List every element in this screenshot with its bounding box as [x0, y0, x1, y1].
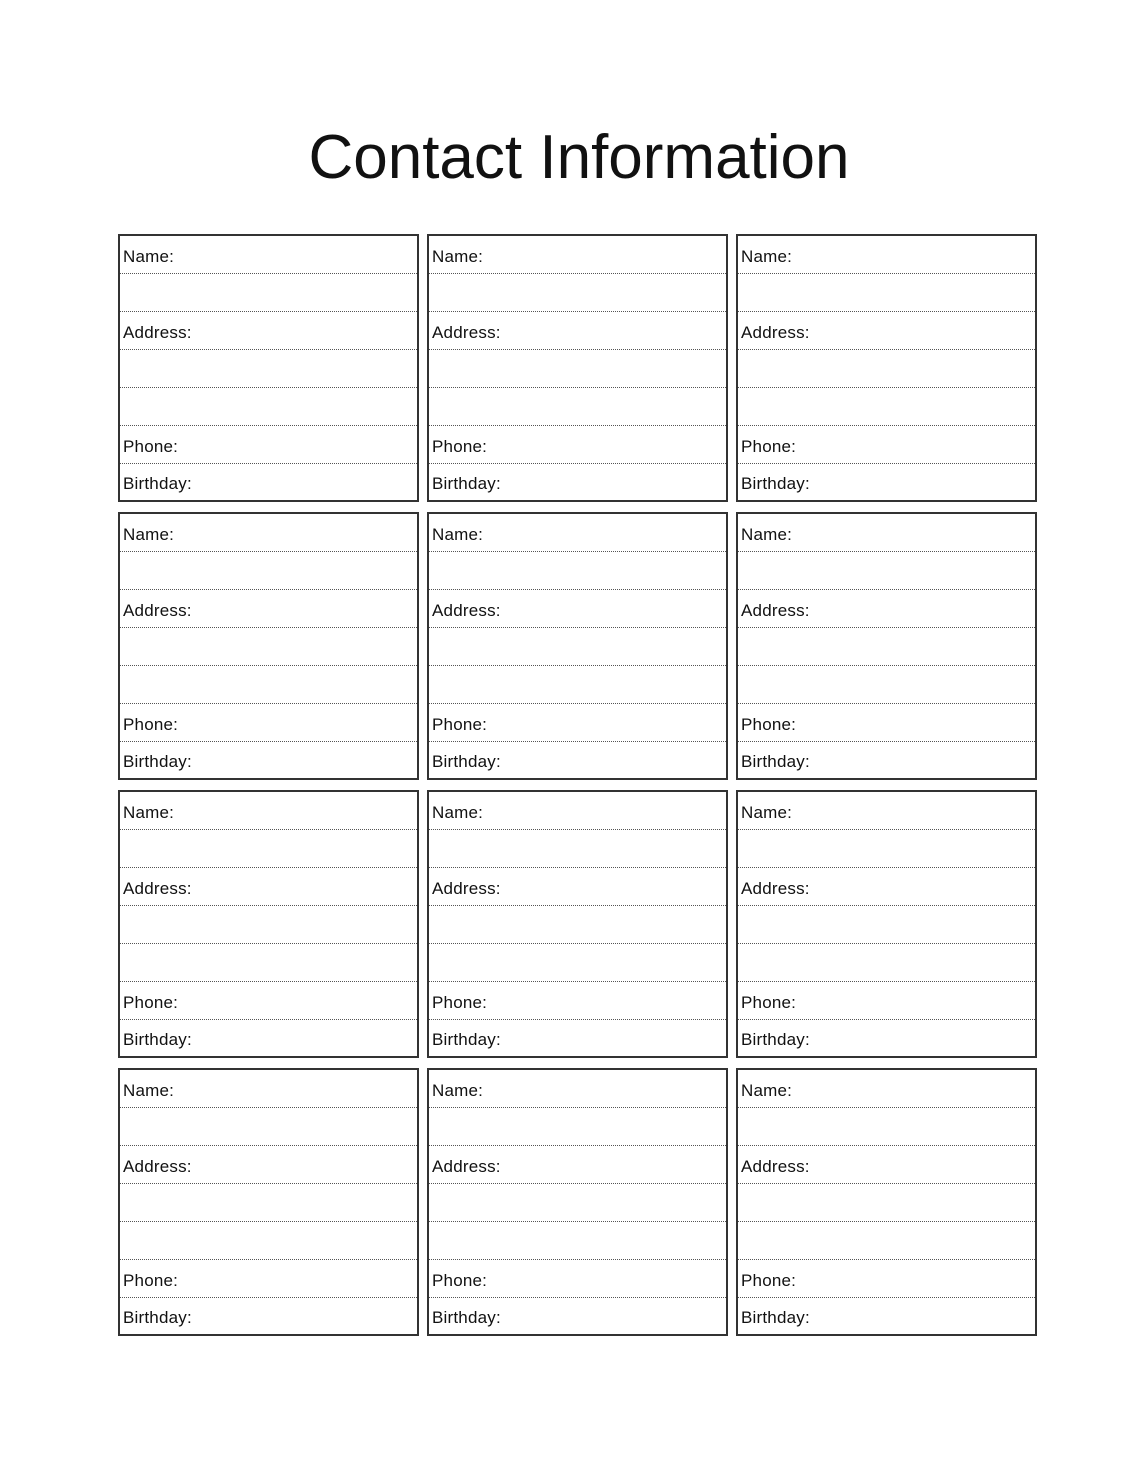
address-label: Address: [123, 323, 192, 342]
blank-writing-line[interactable] [120, 666, 417, 704]
contact-card [118, 234, 419, 502]
blank-writing-line[interactable] [429, 552, 726, 590]
address-label: Address: [432, 323, 501, 342]
blank-writing-line[interactable] [120, 1108, 417, 1146]
phone-field[interactable] [738, 982, 1035, 1020]
phone-label: Phone: [432, 993, 488, 1012]
address-label: Address: [741, 601, 810, 620]
birthday-field[interactable] [120, 464, 417, 500]
blank-writing-line[interactable] [429, 830, 726, 868]
name-label: Name: [432, 525, 484, 544]
phone-label: Phone: [741, 437, 797, 456]
address-field[interactable] [120, 1146, 417, 1184]
birthday-field[interactable] [738, 1020, 1035, 1056]
contact-card [427, 512, 728, 780]
phone-field[interactable] [429, 426, 726, 464]
blank-writing-line[interactable] [120, 628, 417, 666]
birthday-label: Birthday: [123, 1030, 192, 1049]
birthday-field[interactable] [429, 742, 726, 778]
phone-field[interactable] [738, 1260, 1035, 1298]
birthday-field[interactable] [738, 742, 1035, 778]
contact-card [118, 1068, 419, 1336]
name-label: Name: [741, 525, 793, 544]
address-field[interactable] [120, 590, 417, 628]
address-label: Address: [123, 879, 192, 898]
phone-field[interactable] [738, 704, 1035, 742]
blank-writing-line[interactable] [120, 1184, 417, 1222]
contact-grid [118, 234, 1038, 1336]
address-field[interactable] [738, 312, 1035, 350]
address-label: Address: [741, 323, 810, 342]
blank-writing-line[interactable] [429, 1184, 726, 1222]
address-field[interactable] [120, 868, 417, 906]
blank-writing-line[interactable] [429, 274, 726, 312]
phone-field[interactable] [429, 1260, 726, 1298]
phone-label: Phone: [741, 993, 797, 1012]
name-field[interactable] [738, 1070, 1035, 1108]
blank-writing-line[interactable] [429, 666, 726, 704]
address-field[interactable] [429, 1146, 726, 1184]
phone-field[interactable] [120, 426, 417, 464]
phone-label: Phone: [432, 715, 488, 734]
name-field[interactable] [738, 514, 1035, 552]
phone-field[interactable] [738, 426, 1035, 464]
name-field[interactable] [738, 792, 1035, 830]
birthday-label: Birthday: [432, 1030, 501, 1049]
birthday-label: Birthday: [123, 1308, 192, 1327]
birthday-label: Birthday: [123, 474, 192, 493]
birthday-field[interactable] [120, 1020, 417, 1056]
address-label: Address: [432, 1157, 501, 1176]
blank-writing-line[interactable] [429, 1108, 726, 1146]
phone-field[interactable] [120, 1260, 417, 1298]
blank-writing-line[interactable] [429, 350, 726, 388]
name-field[interactable] [120, 792, 417, 830]
birthday-field[interactable] [120, 1298, 417, 1334]
address-field[interactable] [429, 868, 726, 906]
blank-writing-line[interactable] [429, 628, 726, 666]
name-field[interactable] [738, 236, 1035, 274]
blank-writing-line[interactable] [738, 628, 1035, 666]
name-field[interactable] [429, 792, 726, 830]
phone-field[interactable] [429, 704, 726, 742]
contact-card [427, 1068, 728, 1336]
address-label: Address: [432, 879, 501, 898]
name-field[interactable] [429, 236, 726, 274]
address-label: Address: [123, 1157, 192, 1176]
blank-writing-line[interactable] [120, 906, 417, 944]
phone-label: Phone: [741, 1271, 797, 1290]
contact-card [118, 790, 419, 1058]
blank-writing-line[interactable] [120, 350, 417, 388]
blank-writing-line[interactable] [429, 906, 726, 944]
contact-card [427, 790, 728, 1058]
name-label: Name: [123, 1081, 175, 1100]
address-field[interactable] [120, 312, 417, 350]
name-field[interactable] [120, 514, 417, 552]
contact-card [736, 790, 1037, 1058]
phone-field[interactable] [120, 704, 417, 742]
birthday-field[interactable] [429, 1020, 726, 1056]
contact-card [736, 1068, 1037, 1336]
contact-card [736, 234, 1037, 502]
phone-label: Phone: [123, 437, 179, 456]
contact-card [427, 234, 728, 502]
birthday-label: Birthday: [432, 474, 501, 493]
phone-label: Phone: [123, 1271, 179, 1290]
blank-writing-line[interactable] [738, 1222, 1035, 1260]
name-field[interactable] [429, 1070, 726, 1108]
blank-writing-line[interactable] [120, 388, 417, 426]
address-field[interactable] [429, 590, 726, 628]
blank-writing-line[interactable] [738, 666, 1035, 704]
name-label: Name: [432, 803, 484, 822]
birthday-field[interactable] [429, 1298, 726, 1334]
name-label: Name: [123, 525, 175, 544]
name-label: Name: [741, 803, 793, 822]
blank-writing-line[interactable] [429, 944, 726, 982]
blank-writing-line[interactable] [120, 274, 417, 312]
name-field[interactable] [120, 236, 417, 274]
blank-writing-line[interactable] [429, 388, 726, 426]
name-label: Name: [123, 803, 175, 822]
name-label: Name: [741, 1081, 793, 1100]
address-label: Address: [123, 601, 192, 620]
address-field[interactable] [738, 590, 1035, 628]
birthday-label: Birthday: [741, 1308, 810, 1327]
blank-writing-line[interactable] [738, 830, 1035, 868]
address-label: Address: [741, 1157, 810, 1176]
birthday-field[interactable] [738, 464, 1035, 500]
page-title: Contact Information [308, 123, 850, 192]
birthday-field[interactable] [120, 742, 417, 778]
blank-writing-line[interactable] [738, 1184, 1035, 1222]
blank-writing-line[interactable] [738, 906, 1035, 944]
birthday-label: Birthday: [432, 752, 501, 771]
phone-field[interactable] [429, 982, 726, 1020]
blank-writing-line[interactable] [120, 944, 417, 982]
address-label: Address: [741, 879, 810, 898]
birthday-field[interactable] [738, 1298, 1035, 1334]
phone-label: Phone: [432, 1271, 488, 1290]
contact-card [118, 512, 419, 780]
phone-label: Phone: [432, 437, 488, 456]
blank-writing-line[interactable] [738, 388, 1035, 426]
blank-writing-line[interactable] [429, 1222, 726, 1260]
name-label: Name: [741, 247, 793, 266]
phone-label: Phone: [123, 715, 179, 734]
blank-writing-line[interactable] [738, 1108, 1035, 1146]
birthday-label: Birthday: [741, 474, 810, 493]
birthday-field[interactable] [429, 464, 726, 500]
name-field[interactable] [120, 1070, 417, 1108]
birthday-label: Birthday: [741, 1030, 810, 1049]
blank-writing-line[interactable] [120, 552, 417, 590]
address-field[interactable] [738, 1146, 1035, 1184]
blank-writing-line[interactable] [120, 1222, 417, 1260]
name-label: Name: [123, 247, 175, 266]
blank-writing-line[interactable] [738, 944, 1035, 982]
blank-writing-line[interactable] [120, 830, 417, 868]
blank-writing-line[interactable] [738, 274, 1035, 312]
phone-field[interactable] [120, 982, 417, 1020]
address-field[interactable] [738, 868, 1035, 906]
contact-card [736, 512, 1037, 780]
blank-writing-line[interactable] [738, 350, 1035, 388]
blank-writing-line[interactable] [738, 552, 1035, 590]
birthday-label: Birthday: [432, 1308, 501, 1327]
birthday-label: Birthday: [741, 752, 810, 771]
phone-label: Phone: [741, 715, 797, 734]
address-field[interactable] [429, 312, 726, 350]
name-label: Name: [432, 1081, 484, 1100]
phone-label: Phone: [123, 993, 179, 1012]
address-label: Address: [432, 601, 501, 620]
name-field[interactable] [429, 514, 726, 552]
name-label: Name: [432, 247, 484, 266]
birthday-label: Birthday: [123, 752, 192, 771]
